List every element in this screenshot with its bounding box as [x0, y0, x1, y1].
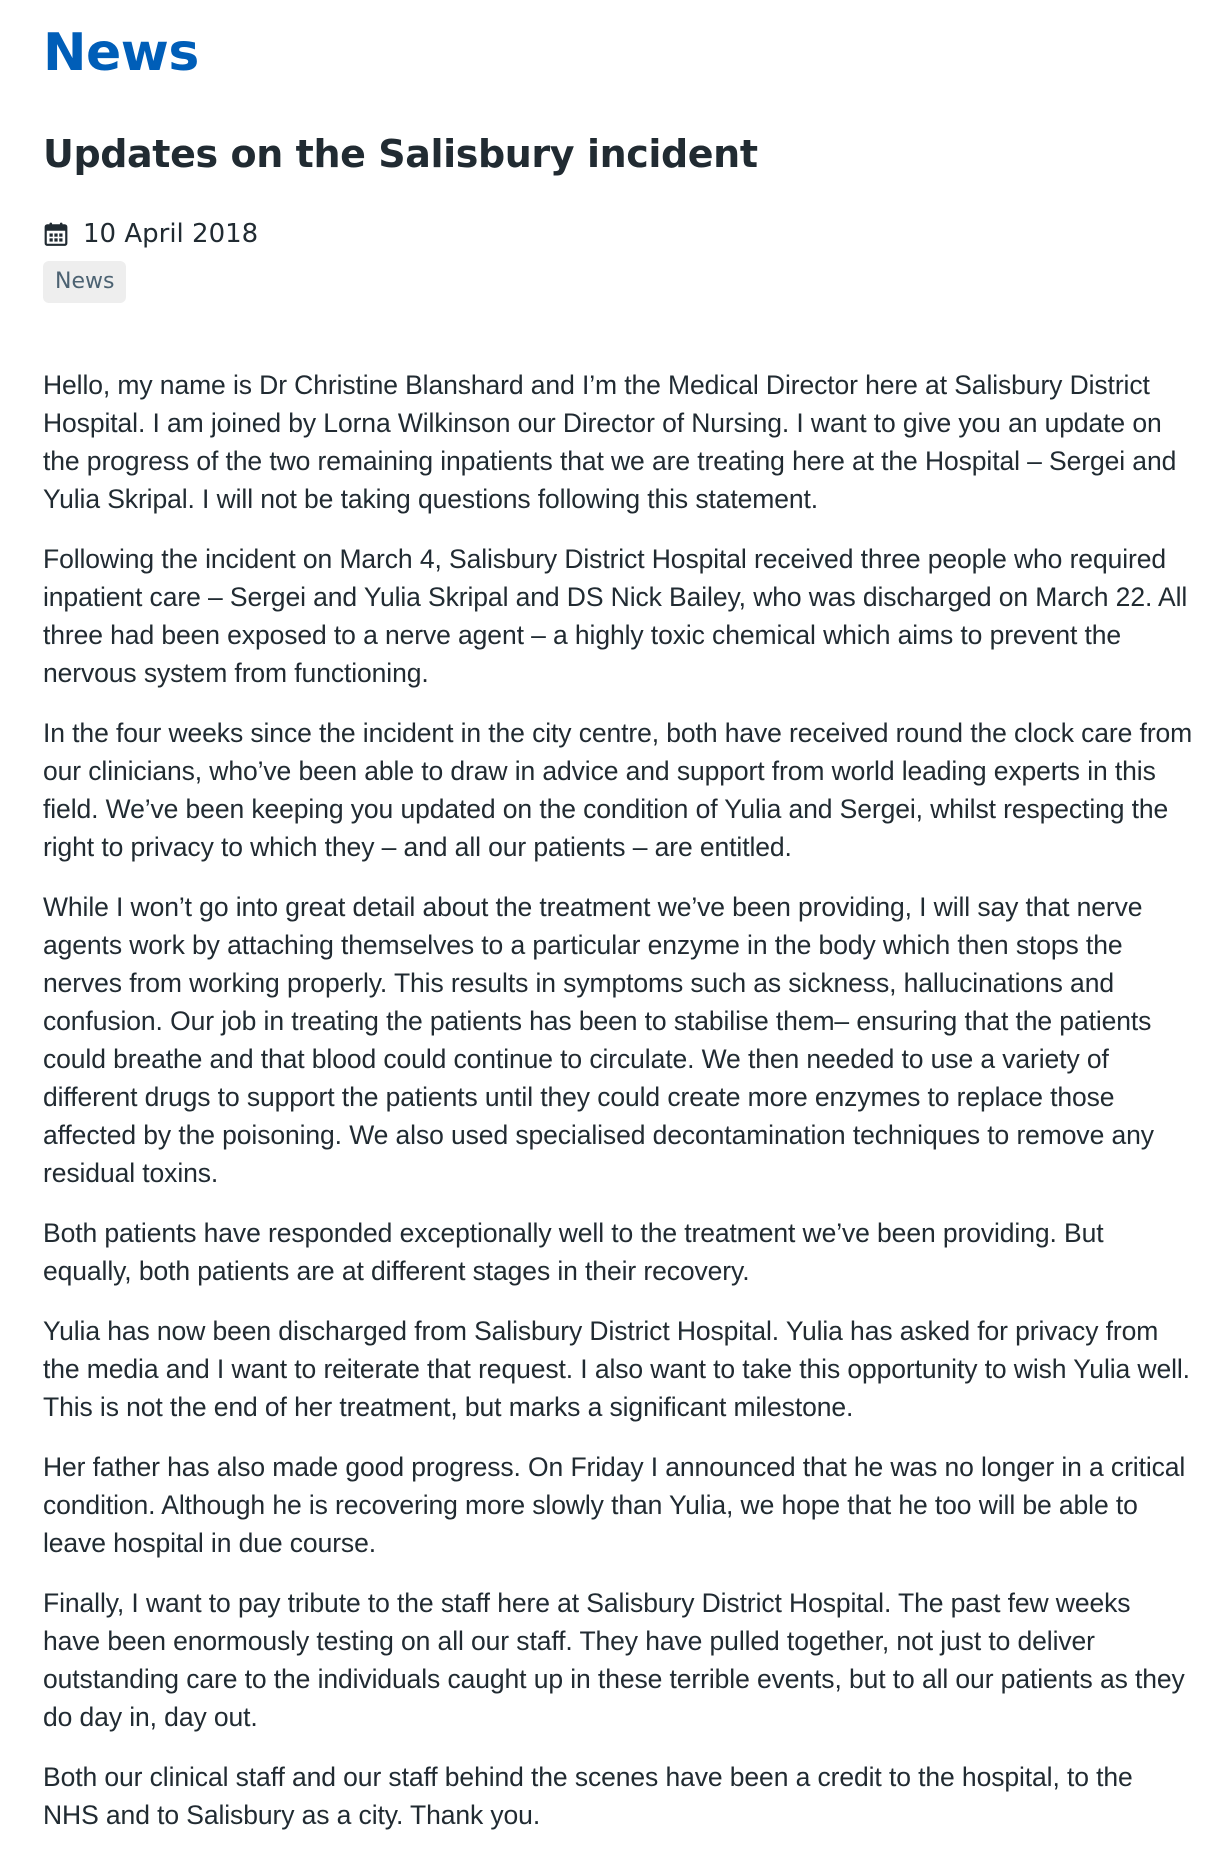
- paragraph: Her father has also made good progress. On Friday I announced that he was no longer in a critical condition. Although he is recovering more slowly than Yulia, we hope that he too will be able to leave hospital in due course.: [43, 1452, 1186, 1558]
- article-body: [43, 366, 1193, 1856]
- article-date: [43, 214, 258, 254]
- paragraph: Both patients have responded exceptionally well to the treatment we’ve been providing. But equally, both patients are at different stages in their recovery.: [43, 1218, 1104, 1286]
- article-title: Updates on the Salisbury incident: [43, 132, 758, 176]
- paragraph: Hello, my name is Dr Christine Blanshard and I’m the Medical Director here at Salisbury District Hospital. I am joined by Lorna Wilkinson our Director of Nursing. I want to give you an update on the progress of the two remaining inpatients that we are treating here at the Hospital – Sergei and Yulia Skripal. I will not be taking questions following this statement.: [43, 370, 1177, 514]
- paragraph: In the four weeks since the incident in the city centre, both have received round the clock care from our clinicians, who’ve been able to draw in advice and support from world leading experts in this field. We’ve been keeping you updated on the condition of Yulia and Sergei, whilst respecting the right to privacy to which they – and all our patients – are entitled.: [43, 718, 1193, 862]
- paragraph: Yulia has now been discharged from Salisbury District Hospital. Yulia has asked for privacy from the media and I want to reiterate that request. I also want to take this opportunity to wish Yulia well. This is not the end of her treatment, but marks a significant milestone.: [43, 1316, 1190, 1422]
- section-title: News: [43, 23, 199, 83]
- paragraph: While I won’t go into great detail about the treatment we’ve been providing, I will say that nerve agents work by attaching themselves to a particular enzyme in the body which then stops the nerves from working properly. This results in symptoms such as sickness, hallucinations and confusion. Our job in treating the patients has been to stabilise them– ensuring that the patients could breathe and that blood could continue to circulate. We then needed to use a variety of different drugs to support the patients until they could create more enzymes to replace those affected by the poisoning. We also used specialised decontamination techniques to remove any residual toxins.: [43, 892, 1154, 1188]
- news-tag[interactable]: News: [43, 261, 126, 303]
- paragraph: Both our clinical staff and our staff behind the scenes have been a credit to the hospital, to the NHS and to Salisbury as a city. Thank you.: [43, 1762, 1133, 1830]
- paragraph: Finally, I want to pay tribute to the staff here at Salisbury District Hospital. The past few weeks have been enormously testing on all our staff. They have pulled together, not just to deliver outstanding care to the individuals caught up in these terrible events, but to all our patients as they do day in, day out.: [43, 1588, 1185, 1732]
- paragraph: Following the incident on March 4, Salisbury District Hospital received three people who required inpatient care – Sergei and Yulia Skripal and DS Nick Bailey, who was discharged on March 22. All three had been exposed to a nerve agent – a highly toxic chemical which aims to prevent the nervous system from functioning.: [43, 544, 1188, 688]
- calendar-icon: [43, 221, 69, 247]
- date-text: 10 April 2018: [83, 219, 259, 249]
